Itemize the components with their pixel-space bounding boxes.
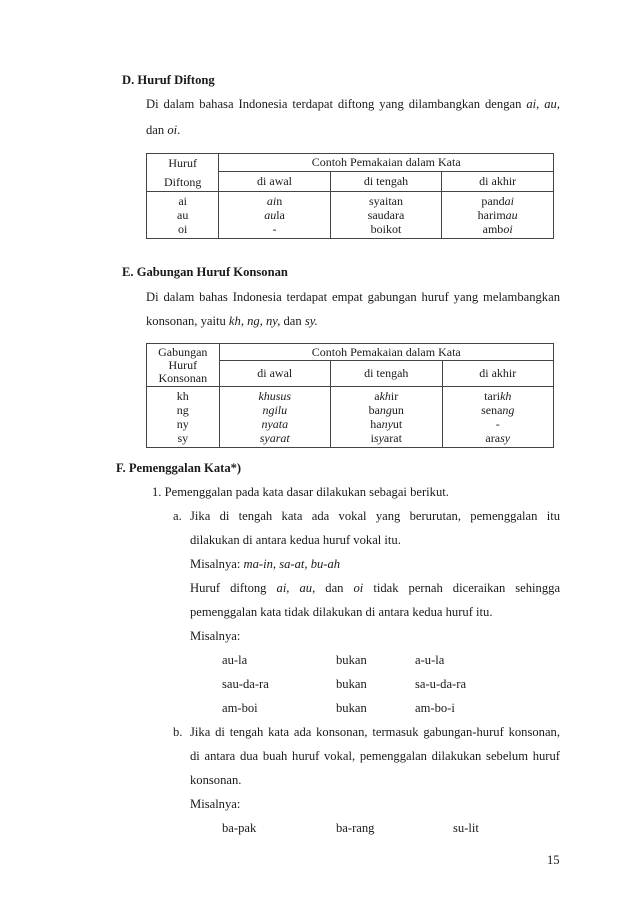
konsonan-sub-awal: di awal	[219, 361, 330, 387]
item-b-line2: di antara dua buah huruf vokal, pemenggalan dilakukan sebelum huruf	[190, 749, 560, 763]
konsonan-col-header: Contoh Pemakaian dalam Kata	[219, 344, 553, 361]
item-b-line3: konsonan.	[190, 773, 242, 787]
item-a-label: a.	[173, 509, 182, 523]
item-a-misal: Misalnya: ma-in, sa-at, bu-ah	[190, 557, 341, 571]
konsonan-akhir-cell: tarikh senang - arasy	[442, 387, 554, 448]
item-b-line1: Jika di tengah kata ada konsonan, termasuk gabungan-huruf konsonan,	[190, 725, 560, 739]
item-a-line2: dilakukan di antara kedua huruf vokal itu.	[190, 533, 401, 547]
diftong-awal-cell: ain aula -	[219, 192, 330, 239]
konsonan-row-header: Gabungan Huruf Konsonan	[147, 344, 220, 387]
example-a1-c1: au-la	[222, 653, 248, 667]
item-b-label: b.	[173, 725, 183, 739]
section-f-item1: 1. Pemenggalan pada kata dasar dilakukan sebagai berikut.	[152, 485, 449, 499]
example-b-c2: ba-rang	[336, 821, 375, 835]
section-d-intro-line1: Di dalam bahasa Indonesia terdapat diftong yang dilambangkan dengan ai, au,	[146, 97, 561, 111]
example-a3-c3: am-bo-i	[415, 701, 455, 715]
example-b-c3: su-lit	[453, 821, 479, 835]
section-e-intro-line1: Di dalam bahas Indonesia terdapat empat gabungan huruf yang melambangkan	[146, 290, 560, 304]
konsonan-awal-cell: khusus ngilu nyata syarat	[219, 387, 330, 448]
example-a1-c3: a-u-la	[415, 653, 445, 667]
section-f-heading: F. Pemenggalan Kata*)	[116, 461, 242, 475]
section-e-heading: E. Gabungan Huruf Konsonan	[122, 265, 288, 279]
diftong-table	[146, 153, 554, 239]
section-d-heading: D. Huruf Diftong	[122, 73, 215, 87]
example-a2-c1: sau-da-ra	[222, 677, 269, 691]
example-a2-c2: bukan	[336, 677, 367, 691]
example-a1-c2: bukan	[336, 653, 367, 667]
item-a-line4: Huruf diftong ai, au, dan oi tidak pernah diceraikan sehingga	[190, 581, 561, 595]
item-a-line5: pemenggalan kata tidak dilakukan di antara kedua huruf itu.	[190, 605, 493, 619]
konsonan-sub-tengah: di tengah	[331, 361, 443, 387]
konsonan-letters-cell: kh ng ny sy	[147, 387, 220, 448]
example-a3-c2: bukan	[336, 701, 367, 715]
diftong-letters-cell: ai au oi	[147, 192, 219, 239]
diftong-row-header: Huruf Diftong	[147, 154, 219, 192]
konsonan-sub-akhir: di akhir	[442, 361, 554, 387]
page-number: 15	[547, 853, 560, 867]
konsonan-tengah-cell: akhir bangun hanyut isyarat	[331, 387, 443, 448]
diftong-akhir-cell: pandai harimau amboi	[442, 192, 554, 239]
diftong-sub-akhir: di akhir	[442, 172, 554, 192]
example-b-c1: ba-pak	[222, 821, 257, 835]
konsonan-table	[146, 343, 554, 448]
diftong-tengah-cell: syaitan saudara boikot	[330, 192, 442, 239]
diftong-sub-awal: di awal	[219, 172, 330, 192]
diftong-col-header: Contoh Pemakaian dalam Kata	[219, 154, 554, 172]
section-d-intro-line2: dan oi.	[146, 123, 181, 137]
example-a3-c1: am-boi	[222, 701, 258, 715]
diftong-sub-tengah: di tengah	[330, 172, 442, 192]
item-b-misal: Misalnya:	[190, 797, 241, 811]
item-a-misal2: Misalnya:	[190, 629, 241, 643]
item-a-line1: Jika di tengah kata ada vokal yang berurutan, pemenggalan itu	[190, 509, 560, 523]
section-e-intro-line2: konsonan, yaitu kh, ng, ny, dan sy.	[146, 314, 318, 328]
example-a2-c3: sa-u-da-ra	[415, 677, 467, 691]
